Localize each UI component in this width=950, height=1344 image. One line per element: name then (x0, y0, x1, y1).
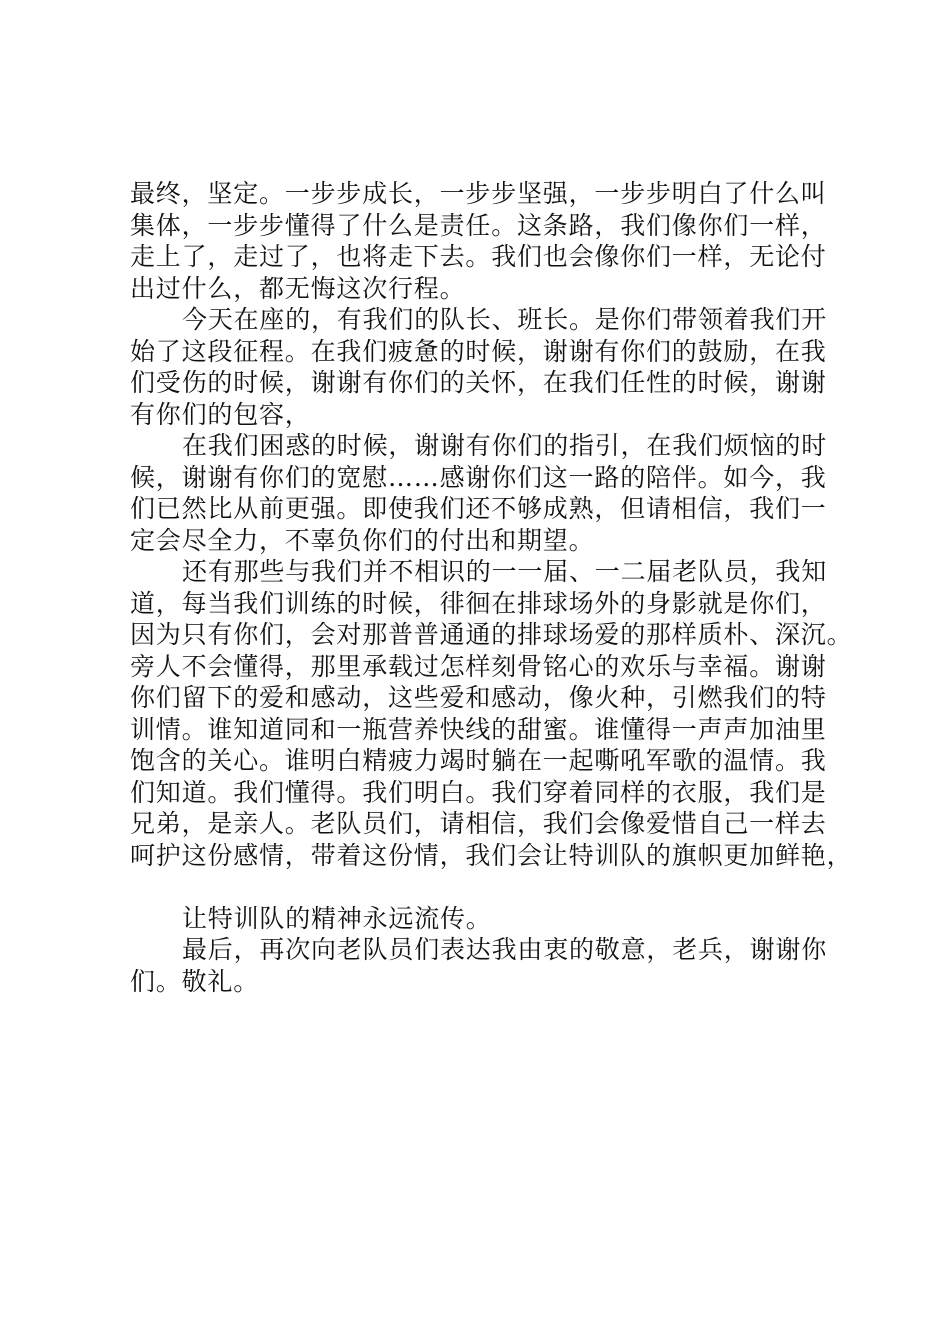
text-line: 兄弟，是亲人。老队员们，请相信，我们会像爱惜自己一样去 (130, 809, 827, 838)
text-line: 饱含的关心。谁明白精疲力竭时躺在一起嘶吼军歌的温情。我 (130, 746, 827, 775)
paragraph-start-line: 还有那些与我们并不相识的一一届、一二届老队员，我知 (182, 557, 828, 586)
text-line: 旁人不会懂得，那里承载过怎样刻骨铭心的欢乐与幸福。谢谢 (130, 651, 827, 681)
paragraph-start-line: 在我们困惑的时候，谢谢有你们的指引，在我们烦恼的时 (182, 431, 828, 460)
paragraph-gap (130, 871, 840, 903)
text-line: 最终，坚定。一步步成长，一步步坚强，一步步明白了什么叫 (130, 179, 827, 208)
paragraph-start-line: 最后，再次向老队员们表达我由衷的敬意，老兵，谢谢你 (182, 935, 828, 964)
document-body (130, 178, 853, 997)
text-line: 们。敬礼。 (130, 966, 260, 996)
text-line: 们知道。我们懂得。我们明白。我们穿着同样的衣服，我们是 (130, 777, 827, 807)
text-line: 们受伤的时候，谢谢有你们的关怀，在我们任性的时候，谢谢 (130, 368, 827, 397)
paragraph-start-line: 今天在座的，有我们的队长、班长。是你们带领着我们开 (182, 305, 828, 334)
text-line: 你们留下的爱和感动，这些爱和感动，像火种，引燃我们的特 (130, 683, 827, 712)
text-line: 道，每当我们训练的时候，徘徊在排球场外的身影就是你们， (130, 588, 827, 618)
text-line: 有你们的包容， (130, 399, 311, 429)
text-line: 集体，一步步懂得了什么是责任。这条路，我们像你们一样， (130, 210, 827, 240)
paragraph-start-line: 让特训队的精神永远流传。 (182, 903, 492, 933)
text-line: 呵护这份感情，带着这份情，我们会让特训队的旗帜更加鲜艳， (130, 840, 853, 870)
text-line: 们已然比从前更强。即使我们还不够成熟，但请相信，我们一 (130, 494, 827, 523)
text-line: 候，谢谢有你们的宽慰……感谢你们这一路的陪伴。如今，我 (130, 462, 827, 492)
text-line: 走上了，走过了，也将走下去。我们也会像你们一样，无论付 (130, 242, 827, 271)
text-line: 始了这段征程。在我们疲惫的时候，谢谢有你们的鼓励，在我 (130, 336, 827, 366)
text-line: 因为只有你们，会对那普普通通的排球场爱的那样质朴、深沉。 (130, 620, 853, 649)
text-line: 出过什么，都无悔这次行程。 (130, 273, 466, 303)
text-line: 训情。谁知道同和一瓶营养快线的甜蜜。谁懂得一声声加油里 (130, 714, 827, 744)
text-line: 定会尽全力，不辜负你们的付出和期望。 (130, 525, 595, 555)
